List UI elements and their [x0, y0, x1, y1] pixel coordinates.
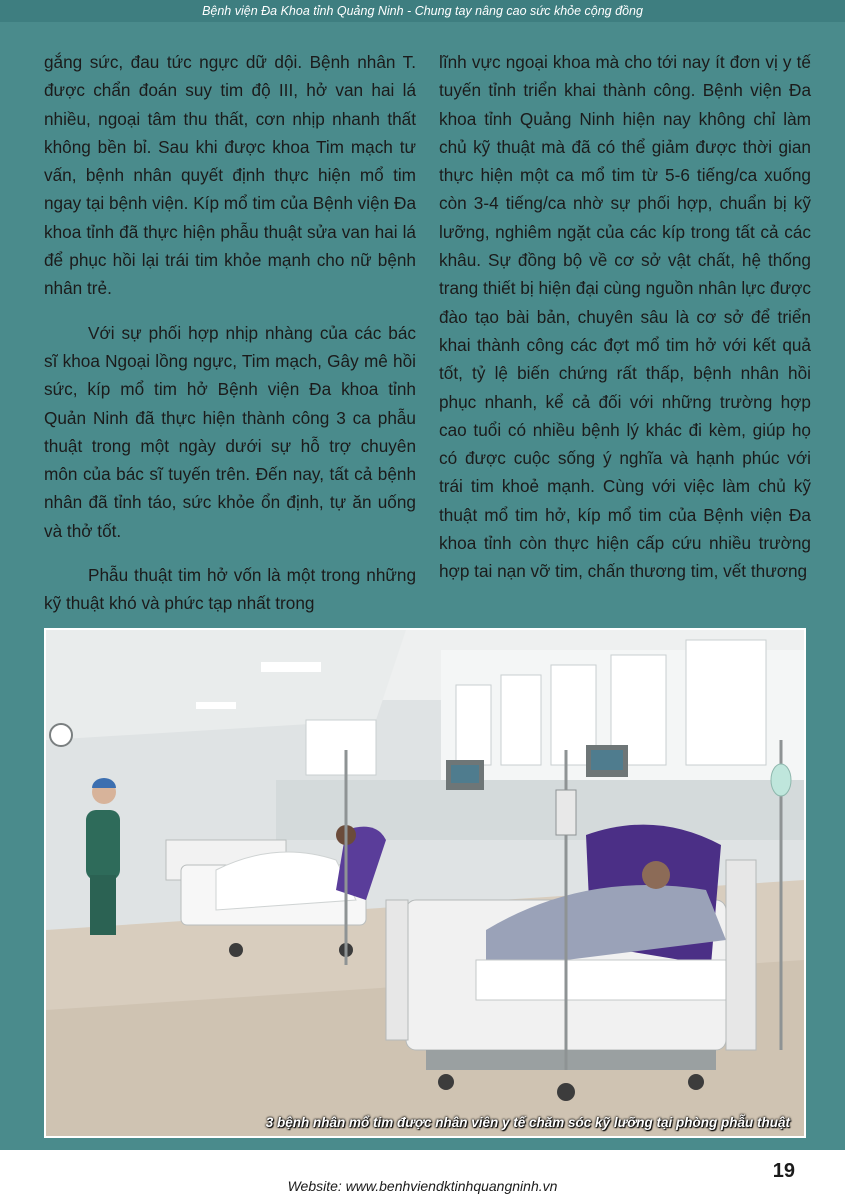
- running-header: [0, 0, 845, 22]
- running-header-title: Bệnh viện Đa Khoa tỉnh Quảng Ninh - Chung tay nâng cao sức khỏe cộng đồng: [202, 4, 643, 18]
- article-column-right: [439, 48, 811, 602]
- footer-website[interactable]: Website: www.benhviendktinhquangninh.vn: [287, 1178, 558, 1194]
- paragraph: Phẫu thuật tim hở vốn là một trong những kỹ thuật khó và phức tạp nhất trong: [44, 565, 416, 614]
- page-number: 19: [772, 1160, 795, 1182]
- ward-photo-illustration: [46, 630, 804, 1136]
- ward-photo: [44, 628, 806, 1138]
- article-body: [44, 48, 811, 614]
- paragraph: lĩnh vực ngoại khoa mà cho tới nay ít đơn vị y tế tuyến tỉnh triển khai thành công. Bệnh viện Đa khoa tỉnh Quảng Ninh hiện nay không chỉ làm chủ kỹ thuật mà đã có thể giảm được thời gian thực hiện một ca mổ tim từ 5-6 tiếng/ca xuống còn 3-4 tiếng/ca nhờ sự phối hợp, chuẩn bị kỹ lưỡng, nghiêm ngặt của các kíp trong tất cả các khâu. Sự đồng bộ về cơ sở vật chất, hệ thống trang thiết bị hiện đại cùng nguồn nhân lực được đào tạo bài bản, chuyên sâu là cơ sở để triển khai thành công các đợt mổ tim hở với kết quả tốt, tỷ lệ biến chứng rất thấp, bệnh nhân hồi phục nhanh, kể cả đối với những trường hợp cao tuổi có nhiều bệnh lý khác đi kèm, giúp họ có được cuộc sống ý nghĩa và hạnh phúc với trái tim khoẻ mạnh. Cùng với việc làm chủ kỹ thuật mổ tim hở, kíp mổ tim của Bệnh viện Đa khoa tỉnh còn thực hiện cấp cứu nhiều trường hợp tai nạn vỡ tim, chấn thương tim, vết thương: [439, 52, 811, 582]
- article-column-left: [44, 48, 416, 634]
- paragraph: gắng sức, đau tức ngực dữ dội. Bệnh nhân T. được chẩn đoán suy tim độ III, hở van hai lá nhiều, ngoại tâm thu thất, cơn nhịp nhanh thất không bền bỉ. Sau khi được khoa Tim mạch tư vấn, bệnh nhân quyết định thực hiện mổ tim ngay tại bệnh viện. Kíp mổ tim của Bệnh viện Đa khoa tỉnh đã thực hiện phẫu thuật sửa van hai lá để phục hồi lại trái tim khỏe mạnh cho nữ bệnh nhân trẻ.: [44, 52, 416, 299]
- paragraph: Với sự phối hợp nhịp nhàng của các bác sĩ khoa Ngoại lồng ngực, Tim mạch, Gây mê hồi sức, kíp mổ tim hở Bệnh viện Đa khoa tỉnh Quản Ninh đã thực hiện thành công 3 ca phẫu thuật trong một ngày dưới sự hỗ trợ chuyên môn của bác sĩ tuyến trên. Đến nay, tất cả bệnh nhân đã tỉnh táo, sức khỏe ổn định, tự ăn uống và thở tốt.: [44, 322, 416, 541]
- photo-caption: 3 bệnh nhân mổ tim được nhân viên y tế chăm sóc kỹ lưỡng tại phòng phẫu thuật: [265, 1115, 790, 1130]
